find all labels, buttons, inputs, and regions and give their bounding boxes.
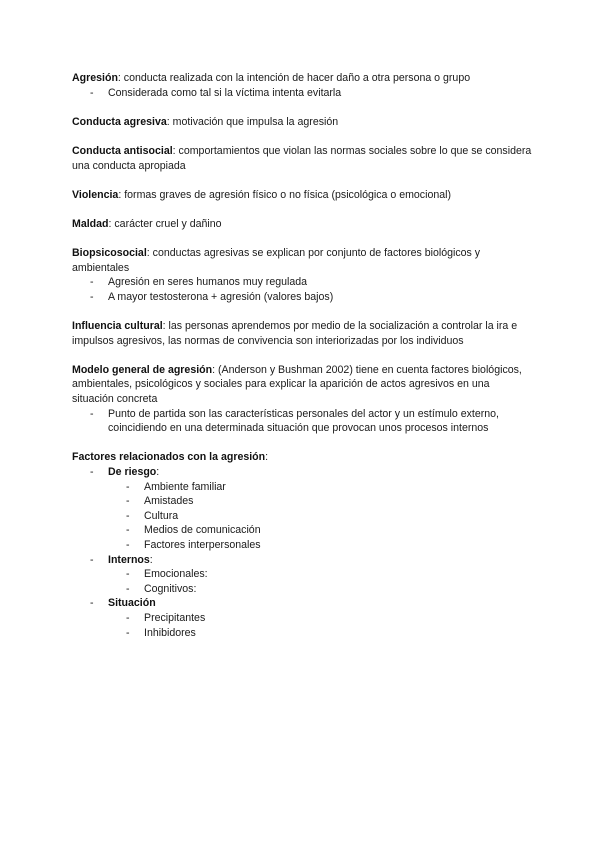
bullet-list-biopsicosocial — [72, 275, 532, 304]
term-influencia-cultural: Influencia cultural — [72, 320, 163, 333]
list-item: - A mayor testosterona + agresión (valores bajos) — [108, 290, 532, 305]
section-factores — [72, 450, 532, 640]
list-item: - Considerada como tal si la víctima intenta evitarla — [108, 86, 532, 101]
factor-items-de-riesgo — [108, 480, 532, 553]
factor-group-situacion — [108, 596, 532, 640]
factor-group-de-riesgo — [108, 465, 532, 553]
definition-text-violencia: : formas graves de agresión físico o no física (psicológica o emocional) — [118, 188, 452, 201]
factor-items-internos — [108, 567, 532, 596]
factor-items-situacion — [108, 611, 532, 640]
term-maldad: Maldad — [72, 217, 109, 230]
list-item: - Ambiente familiar — [144, 480, 532, 495]
factor-group-suffix: : — [156, 466, 160, 479]
list-item: - Factores interpersonales — [144, 538, 532, 553]
factor-group-internos — [108, 553, 532, 597]
factores-heading — [72, 450, 532, 465]
definition-biopsicosocial — [72, 246, 532, 275]
document-page — [72, 71, 532, 655]
definition-text-conducta-antisocial: : comportamientos que violan las normas sociales sobre lo que se considera una conducta apropiada — [72, 144, 532, 172]
section-conducta-antisocial — [72, 144, 532, 173]
definition-violencia — [72, 188, 532, 203]
list-item: - Agresión en seres humanos muy regulada — [108, 275, 532, 290]
term-violencia: Violencia — [72, 188, 119, 201]
section-maldad — [72, 217, 532, 232]
section-influencia-cultural — [72, 319, 532, 348]
definition-agresion — [72, 71, 532, 86]
definition-influencia-cultural — [72, 319, 532, 348]
list-item: - Inhibidores — [144, 626, 532, 641]
definition-text-conducta-agresiva: : motivación que impulsa la agresión — [166, 115, 339, 128]
factor-group-label: Internos — [108, 553, 150, 566]
factores-heading-label: Factores relacionados con la agresión — [72, 451, 266, 464]
definition-conducta-agresiva — [72, 115, 532, 130]
factor-group-label: De riesgo — [108, 466, 157, 479]
list-item: - Cognitivos: — [144, 582, 532, 597]
list-item: - Cultura — [144, 509, 532, 524]
section-agresion — [72, 71, 532, 100]
factores-heading-suffix: : — [265, 451, 269, 464]
definition-text-biopsicosocial: : conductas agresivas se explican por conjunto de factores biológicos y ambientales — [72, 247, 481, 274]
definition-text-modelo-general: : (Anderson y Bushman 2002) tiene en cuenta factores biológicos, ambientales, psicológicos y sociales para explicar la aparición de actos agresivos en una situación concreta — [72, 363, 522, 406]
factores-group-list — [72, 465, 532, 640]
list-item: - Emocionales: — [144, 567, 532, 582]
list-item: - Punto de partida son las características personales del actor y un estímulo externo, coincidiendo en una determinada situación que provocan unos procesos internos — [108, 407, 532, 436]
section-conducta-agresiva — [72, 115, 532, 130]
definition-maldad — [72, 217, 532, 232]
list-item: - Amistades — [144, 494, 532, 509]
term-biopsicosocial: Biopsicosocial — [72, 247, 147, 260]
factor-group-label: Situación — [108, 597, 156, 610]
definition-text-agresion: : conducta realizada con la intención de hacer daño a otra persona o grupo — [117, 72, 471, 84]
section-violencia — [72, 188, 532, 203]
factor-group-suffix: : — [149, 553, 153, 566]
term-conducta-agresiva: Conducta agresiva — [72, 115, 167, 128]
section-biopsicosocial — [72, 246, 532, 304]
definition-modelo-general — [72, 363, 532, 407]
term-agresion: Agresión — [72, 72, 118, 84]
definition-text-maldad: : carácter cruel y dañino — [108, 217, 222, 230]
list-item: - Precipitantes — [144, 611, 532, 626]
bullet-list-agresion — [72, 86, 532, 101]
term-conducta-antisocial: Conducta antisocial — [72, 144, 173, 157]
section-modelo-general — [72, 363, 532, 436]
definition-text-influencia-cultural: : las personas aprendemos por medio de la socialización a controlar la ira e impulsos agresivos, las normas de convivencia son interiorizadas por los individuos — [72, 320, 518, 347]
term-modelo-general: Modelo general de agresión — [72, 363, 213, 376]
list-item: - Medios de comunicación — [144, 523, 532, 538]
definition-conducta-antisocial — [72, 144, 532, 173]
bullet-list-modelo-general — [72, 407, 532, 436]
